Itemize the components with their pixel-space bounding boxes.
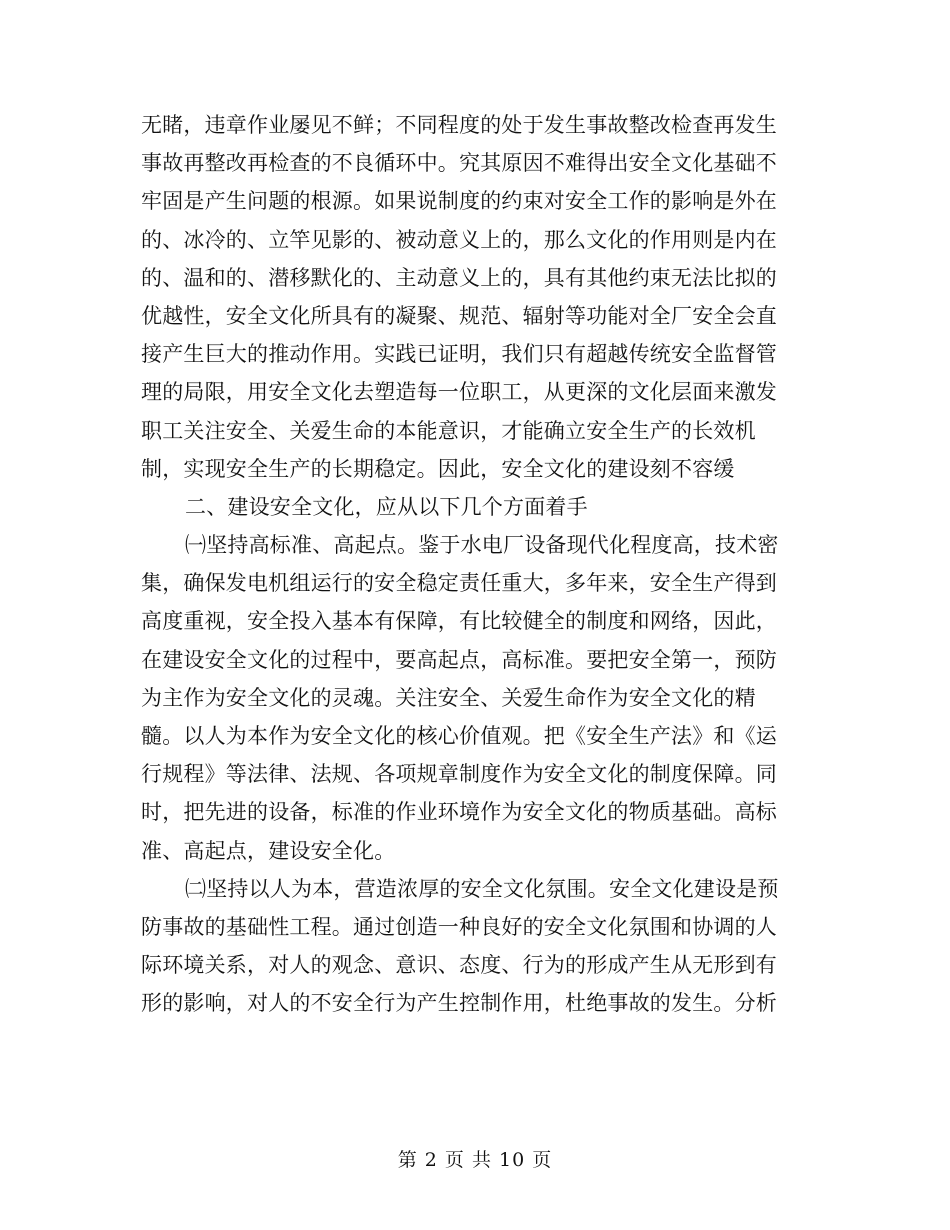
body-text <box>141 106 811 1023</box>
text-line: 际环境关系，对人的观念、意识、态度、行为的形成产生从无形到有 <box>141 953 777 978</box>
text-line: 在建设安全文化的过程中，要高起点，高标准。要把安全第一，预防 <box>141 647 777 672</box>
paragraph-start: ㈠坚持高标准、高起点。鉴于水电厂设备现代化程度高，技术密 <box>185 533 779 558</box>
text-line: 高度重视，安全投入基本有保障，有比较健全的制度和网络，因此， <box>141 609 777 634</box>
text-line: 为主作为安全文化的灵魂。关注安全、关爱生命作为安全文化的精 <box>141 685 756 710</box>
text-line: 准、高起点，建设安全化。 <box>141 838 396 863</box>
text-line: 时，把先进的设备，标准的作业环境作为安全文化的物质基础。高标 <box>141 800 777 825</box>
text-line: 的、温和的、潜移默化的、主动意义上的，具有其他约束无法比拟的 <box>141 265 777 290</box>
text-line: 髓。以人为本作为安全文化的核心价值观。把《安全生产法》和《运 <box>141 724 777 748</box>
text-line: 防事故的基础性工程。通过创造一种良好的安全文化氛围和协调的人 <box>141 914 777 939</box>
text-line: 事故再整改再检查的不良循环中。究其原因不难得出安全文化基础不 <box>141 151 777 176</box>
text-line: 行规程》等法律、法规、各项规章制度作为安全文化的制度保障。同 <box>141 762 777 787</box>
text-line: 形的影响，对人的不安全行为产生控制作用，杜绝事故的发生。分析 <box>141 991 777 1016</box>
text-line: 的、冰冷的、立竿见影的、被动意义上的，那么文化的作用则是内在 <box>141 227 777 252</box>
text-line: 集，确保发电机组运行的安全稳定责任重大，多年来，安全生产得到 <box>141 571 777 596</box>
text-line: 牢固是产生问题的根源。如果说制度的约束对安全工作的影响是外在 <box>141 189 777 214</box>
text-line: 职工关注安全、关爱生命的本能意识，才能确立安全生产的长效机 <box>141 418 756 443</box>
text-line: 制，实现安全生产的长期稳定。因此，安全文化的建设刻不容缓 <box>141 456 735 481</box>
text-line: 理的局限，用安全文化去塑造每一位职工，从更深的文化层面来激发 <box>141 380 777 405</box>
section-heading: 二、建设安全文化，应从以下几个方面着手 <box>185 494 588 519</box>
paragraph-start: ㈡坚持以人为本，营造浓厚的安全文化氛围。安全文化建设是预 <box>185 876 779 901</box>
text-line: 优越性，安全文化所具有的凝聚、规范、辐射等功能对全厂安全会直 <box>141 303 777 328</box>
text-line: 接产生巨大的推动作用。实践已证明，我们只有超越传统安全监督管 <box>141 342 777 367</box>
page-footer: 第 2 页 共 10 页 <box>397 1149 553 1171</box>
text-line: 无睹，违章作业屡见不鲜；不同程度的处于发生事故整改检查再发生 <box>141 113 777 137</box>
